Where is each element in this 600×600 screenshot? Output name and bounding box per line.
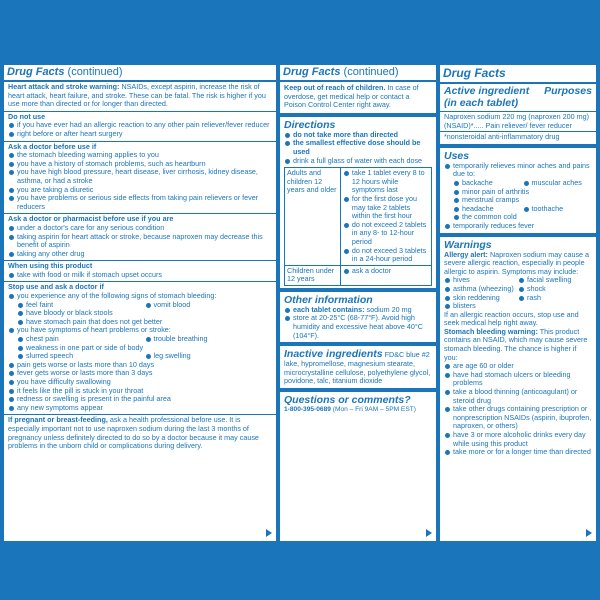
list-item: each tablet contains: sodium 20 mg [284, 306, 432, 315]
nsaid-footnote: *nonsteroidal anti-inflammatory drug [444, 132, 560, 142]
list-item: have stomach pain that does not get better [17, 318, 272, 327]
stomach-bleeding-warning: Stomach bleeding warning: This product contains an NSAID, which may cause severe stomach bleeding. The chance is higher if you: [444, 326, 588, 362]
list-item: trouble breathing [145, 335, 273, 344]
list-item: pain gets worse or lasts more than 10 days [8, 361, 272, 370]
list-item: drink a full glass of water with each dose [284, 157, 432, 166]
list-item: it feels like the pill is stuck in your throat [8, 387, 272, 396]
list-item: you experience any of the following signs of stomach bleeding: [8, 292, 272, 301]
list-item: take 1 tablet every 8 to 12 hours while symptoms last [343, 169, 429, 195]
continue-arrow-icon [266, 529, 272, 537]
list-item: you are taking a diuretic [8, 186, 272, 195]
active-header: Active ingredient Purposes (in each tablet) [440, 84, 596, 112]
list-item: weakness in one part or side of body [17, 344, 272, 353]
phone-number: 1-800-395-0689 [284, 406, 331, 414]
list-item: slurred speech [17, 352, 145, 361]
list-item: shock [518, 285, 592, 294]
children-label: Children under 12 years [285, 265, 341, 285]
list-item: toothache [523, 205, 593, 214]
column-directions [280, 65, 436, 541]
adults-label: Adults and children 12 years and older [285, 168, 341, 266]
list-item: you have symptoms of heart problems or stroke: [8, 326, 272, 335]
ask-pharmacist-section: Ask a doctor or pharmacist before use if you are under a doctor's care for any serious condition taking aspirin for heart attack or stroke, because naproxen may decrease this benefit of aspirin taking any other drug [4, 213, 276, 260]
drug-facts-header: Drug Facts (continued) [4, 65, 276, 82]
list-item: are age 60 or older [444, 362, 592, 371]
list-item: take more or for a longer time than directed [444, 448, 592, 457]
stop-use-section: Stop use and ask a doctor if you experience any of the following signs of stomach bleeding: feel faint vomit blood have bloody or black stools have stomach pain that does not get better you have symptoms of heart problems or stroke: chest pain trouble breathing weakness in one part or side of body slurred speech leg swelling pain gets worse or lasts more than 10 days fever gets worse or lasts more than 3 days you have difficulty swallowing it feels like the pill is stuck in your throat redness or swelling is present in the painful area any new symptoms appear [4, 281, 276, 414]
list-item: redness or swelling is present in the painful area [8, 395, 272, 404]
allergy-after-text: If an allergic reaction occurs, stop use and seek medical help right away. [444, 309, 579, 328]
keep-out-warning: Keep out of reach of children. In case of overdose, get medical help or contact a Poison Control Center right away. [284, 83, 419, 110]
drug-facts-header: Drug Facts [440, 65, 596, 84]
list-item: have had stomach ulcers or bleeding problems [444, 371, 592, 388]
column-continued-warnings [4, 65, 276, 541]
uses-box: Uses temporarily relieves minor aches and pains due to: backache muscular aches minor pain of arthritis menstrual cramps headache toothache the common cold temporarily reduces fever [440, 148, 596, 233]
inactive-ingredients-box: Inactive ingredients FD&C blue #2 lake, hypromellose, magnesium stearate, microcrystalline cellulose, polyethylene glycol, povidone, talc, titanium dioxide [280, 346, 436, 388]
list-item: blisters [444, 302, 518, 311]
list-item: take other drugs containing prescription or nonprescription NSAIDs (aspirin, ibuprofen, naproxen, or others) [444, 405, 592, 431]
heart-attack-warning: Heart attack and stroke warning: NSAIDs, except aspirin, increase the risk of heart attack, heart failure, and stroke. These can be fatal. The risk is higher if you use more than directed or for longer than directed. [8, 82, 266, 109]
other-info-box: Other information each tablet contains: sodium 20 mg store at 20-25°C (68-77°F). Avoid high humidity and excessive heat above 40°C (104°F). [280, 292, 436, 342]
list-item: backache [453, 179, 523, 188]
warnings-box: Warnings Allergy alert: Naproxen sodium may cause a severe allergic reaction, especially in people allergic to aspirin. Symptoms may include: hives facial swelling asthma (wheezing) shock skin reddening rash blisters If an allergic reaction occurs, stop use and seek medical help right away. Stomach bleeding warning: This product contains an NSAID, which may cause severe stomach bleeding. The chance is higher if you: are age 60 or older have had stomach ulcers or bleeding problems take a blood thinning (anticoagulant) or steroid drug take other drugs containing prescription or nonprescription NSAIDs (aspirin, ibuprofen, naproxen, or others) have 3 or more alcoholic drinks every day while using this product take more or for a longer time than directed [440, 237, 596, 541]
list-item: skin reddening [444, 294, 518, 303]
list-item: vomit blood [145, 301, 273, 310]
ingredient-row: Naproxen sodium 220 mg (naproxen 200 mg) (NSAID)*..... Pain reliever/ fever reducer [440, 112, 596, 132]
when-using-section: When using this product take with food or milk if stomach upset occurs [4, 260, 276, 281]
list-item: for the first dose you may take 2 tablets within the first hour [343, 195, 429, 221]
list-item: store at 20-25°C (68-77°F). Avoid high humidity and excessive heat above 40°C (104°F). [284, 314, 432, 340]
continue-arrow-icon [586, 529, 592, 537]
active-ingredient-box [440, 65, 596, 144]
list-item: minor pain of arthritis [453, 188, 592, 197]
list-item: facial swelling [518, 276, 592, 285]
questions-box: Questions or comments? 1-800-395-0689 (Mon – Fri 9AM – 5PM EST) [280, 392, 436, 541]
ask-doctor-section: Ask a doctor before use if the stomach bleeding warning applies to you you have a history of stomach problems, such as heartburn you have high blood pressure, heart disease, liver cirrhosis, kidney disease, asthma, or had a stroke you are taking a diuretic you have problems or serious side effects from taking pain relievers or fever reducers [4, 141, 276, 214]
directions-box: Directions do not take more than directed the smallest effective dose should be used drink a full glass of water with each dose Adults and children 12 years and older take 1 tablet every 8 to 12 hours while symptoms last for the first dose you may take 2 tablets within the first hour do not exceed 2 tablets in any 8- to 12-hour period do not exceed 3 tablets in a 24-hour period Children under 12 years ask a doctor [280, 117, 436, 288]
list-item: any new symptoms appear [8, 404, 272, 413]
list-item: headache [453, 205, 523, 214]
continue-arrow-icon [426, 529, 432, 537]
list-item: fever gets worse or lasts more than 3 days [8, 369, 272, 378]
keep-out-box [280, 65, 436, 113]
list-item: do not exceed 3 tablets in a 24-hour period [343, 247, 429, 264]
list-item: take with food or milk if stomach upset occurs [8, 271, 272, 280]
phone-line: 1-800-395-0689 (Mon – Fri 9AM – 5PM EST) [284, 406, 416, 414]
do-not-use-section: Do not use if you have ever had an allergic reaction to any other pain reliever/fever reducer right before or after heart surgery [4, 111, 276, 141]
list-item: temporarily reduces fever [444, 222, 592, 231]
list-item: the common cold [453, 213, 592, 222]
list-item: feel faint [17, 301, 145, 310]
allergy-alert: Allergy alert: Naproxen sodium may cause a severe allergic reaction, especially in people allergic to aspirin. Symptoms may include: [444, 249, 590, 276]
list-item: leg swelling [145, 352, 273, 361]
list-item: take a blood thinning (anticoagulant) or steroid drug [444, 388, 592, 405]
list-item: taking aspirin for heart attack or stroke, because naproxen may decrease this benefit of aspirin [8, 233, 272, 250]
list-item: do not take more than directed [284, 131, 432, 140]
list-item: have bloody or black stools [17, 309, 272, 318]
list-item: taking any other drug [8, 250, 272, 259]
list-item: the smallest effective dose should be used [284, 139, 432, 156]
drug-facts-header: Drug Facts (continued) [280, 65, 436, 82]
list-item: you have high blood pressure, heart disease, liver cirrhosis, kidney disease, asthma, or had a stroke [8, 168, 272, 185]
list-item: ask a doctor [343, 267, 429, 276]
list-item: have 3 or more alcoholic drinks every day while using this product [444, 431, 592, 448]
list-item: right before or after heart surgery [8, 130, 272, 139]
list-item: the stomach bleeding warning applies to you [8, 151, 272, 160]
list-item: asthma (wheezing) [444, 285, 518, 294]
list-item: you have difficulty swallowing [8, 378, 272, 387]
list-item: muscular aches [523, 179, 593, 188]
list-item: under a doctor's care for any serious condition [8, 224, 272, 233]
list-item: temporarily relieves minor aches and pains due to: [444, 162, 592, 179]
list-item: if you have ever had an allergic reaction to any other pain reliever/fever reducer [8, 121, 272, 130]
column-active-ingredient [440, 65, 596, 541]
list-item: rash [518, 294, 592, 303]
list-item: you have a history of stomach problems, such as heartburn [8, 160, 272, 169]
list-item: do not exceed 2 tablets in any 8- to 12-hour period [343, 221, 429, 247]
pregnancy-warning: If pregnant or breast-feeding, ask a health professional before use. It is especially important not to use naproxen sodium during the last 3 months of pregnancy unless definitely directed to do so by a doctor because it may cause problems in the unborn child or complications during delivery. [4, 414, 276, 452]
list-item: you have problems or serious side effects from taking pain relievers or fever reducers [8, 194, 272, 211]
list-item: chest pain [17, 335, 145, 344]
list-item: hives [444, 276, 518, 285]
dosage-table [284, 167, 432, 286]
list-item: menstrual cramps [453, 196, 592, 205]
